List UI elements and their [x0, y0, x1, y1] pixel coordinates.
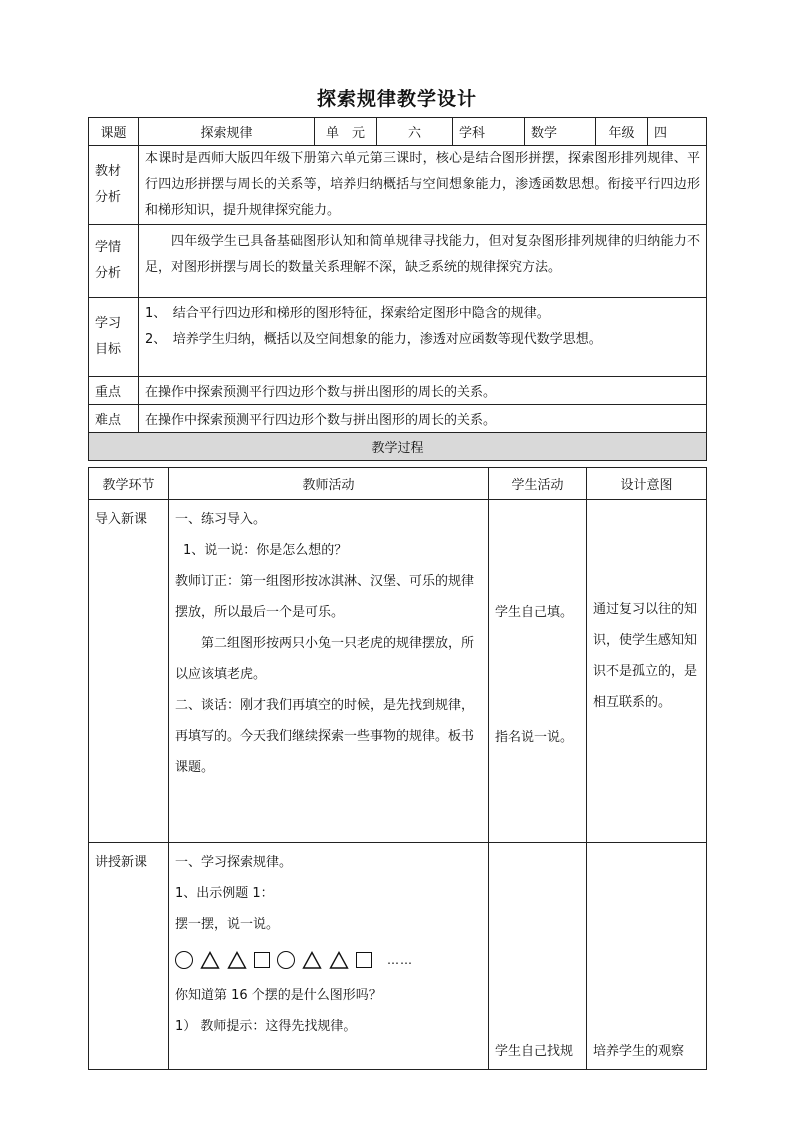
- difficulty-row: [89, 405, 707, 433]
- difficulty-text: 在操作中探索预测平行四边形个数与拼出图形的周长的关系。: [139, 405, 707, 433]
- process-table: [88, 467, 707, 1070]
- circle-icon: [277, 951, 295, 969]
- triangle-icon: [227, 951, 247, 969]
- teacher-activity: [169, 843, 489, 1070]
- lesson-info-table: [88, 117, 707, 461]
- teacher-line: 一、学习探索规律。: [175, 855, 293, 870]
- triangle-icon: [302, 951, 322, 969]
- design-intent: [587, 843, 707, 1070]
- stage-text: 导入新课: [95, 512, 148, 527]
- goal-list: [139, 298, 707, 377]
- circle-icon: [175, 951, 193, 969]
- teacher-line: 教师订正：第一组图形按冰淇淋、汉堡、可乐的规律摆放，所以最后一个是可乐。: [175, 574, 475, 620]
- process-row-new: [89, 843, 707, 1070]
- grade-label: 年级: [596, 118, 648, 146]
- teacher-line: 1、说一说：你是怎么想的？: [183, 543, 348, 558]
- process-heading-row: [89, 433, 707, 461]
- goal-label: 学习目标: [89, 298, 139, 377]
- unit-label: 单 元: [315, 118, 377, 146]
- teacher-line: 你知道第 16 个摆的是什么图形吗？: [175, 988, 382, 1003]
- goal-item: 2、 培养学生归纳，概括以及空间想象的能力，渗透对应函数等现代数学思想。: [145, 332, 602, 347]
- ellipsis: ……: [387, 953, 413, 967]
- material-text: 本课时是西师大版四年级下册第六单元第三课时，核心是结合图形拼摆，探索图形排列规律、平行四边形拼摆与周长的关系等，培养归纳概括与空间想象能力，渗透函数思想。衔接平行四边形和梯形知识，提升规律探究能力。: [139, 146, 707, 225]
- teacher-line: 第二组图形按两只小兔一只老虎的规律摆放，所以应该填老虎。: [175, 636, 475, 682]
- stage-text: 讲授新课: [95, 855, 148, 870]
- unit-value: 六: [377, 118, 453, 146]
- student-line: 指名说一说。: [495, 730, 574, 745]
- page-title: 探索规律教学设计: [316, 88, 477, 110]
- key-row: [89, 377, 707, 405]
- student-text: 四年级学生已具备基础图形认知和简单规律寻找能力，但对复杂图形排列规律的归纳能力不足，对图形拼摆与周长的数量关系理解不深，缺乏系统的规律探究方法。: [139, 225, 707, 298]
- column-header: 设计意图: [587, 468, 707, 500]
- triangle-icon: [200, 951, 220, 969]
- lesson-value: 探索规律: [139, 118, 315, 146]
- triangle-icon: [329, 951, 349, 969]
- student-line: 学生自己填。: [495, 605, 574, 620]
- square-icon: [254, 952, 270, 968]
- material-row: [89, 146, 707, 225]
- teacher-line: 1、出示例题 1：: [175, 886, 274, 901]
- info-row: [89, 118, 707, 146]
- lesson-label: 课题: [89, 118, 139, 146]
- student-row: [89, 225, 707, 298]
- intent-text: 培养学生的观察: [593, 1044, 685, 1059]
- grade-value: 四: [648, 118, 707, 146]
- process-heading: 教学过程: [89, 433, 707, 461]
- subject-value: 数学: [525, 118, 596, 146]
- student-activity: [489, 500, 587, 843]
- subject-label: 学科: [453, 118, 525, 146]
- teacher-line: 一、练习导入。: [175, 512, 267, 527]
- shape-sequence: [175, 940, 482, 980]
- student-label: 学情分析: [89, 225, 139, 298]
- material-label: 教材分析: [89, 146, 139, 225]
- student-activity: [489, 843, 587, 1070]
- student-line: 学生自己找规: [495, 1044, 574, 1059]
- stage-label: [89, 843, 169, 1070]
- column-header: 教学环节: [89, 468, 169, 500]
- difficulty-label: 难点: [89, 405, 139, 433]
- goal-item: 1、 结合平行四边形和梯形的图形特征，探索给定图形中隐含的规律。: [145, 306, 550, 321]
- stage-label: [89, 500, 169, 843]
- column-header: 学生活动: [489, 468, 587, 500]
- teacher-line: 1） 教师提示：这得先找规律。: [175, 1019, 357, 1034]
- teacher-line: 摆一摆，说一说。: [175, 917, 280, 932]
- column-header: 教师活动: [169, 468, 489, 500]
- intent-text: 通过复习以往的知识，使学生感知知识不是孤立的，是相互联系的。: [593, 602, 698, 710]
- goal-row: [89, 298, 707, 377]
- teacher-activity: [169, 500, 489, 843]
- process-row-intro: [89, 500, 707, 843]
- process-header-row: [89, 468, 707, 500]
- key-text: 在操作中探索预测平行四边形个数与拼出图形的周长的关系。: [139, 377, 707, 405]
- key-label: 重点: [89, 377, 139, 405]
- teacher-line: 二、谈话：刚才我们再填空的时候，是先找到规律，再填写的。今天我们继续探索一些事物的规律。板书课题。: [175, 698, 475, 775]
- design-intent: [587, 500, 707, 843]
- square-icon: [356, 952, 372, 968]
